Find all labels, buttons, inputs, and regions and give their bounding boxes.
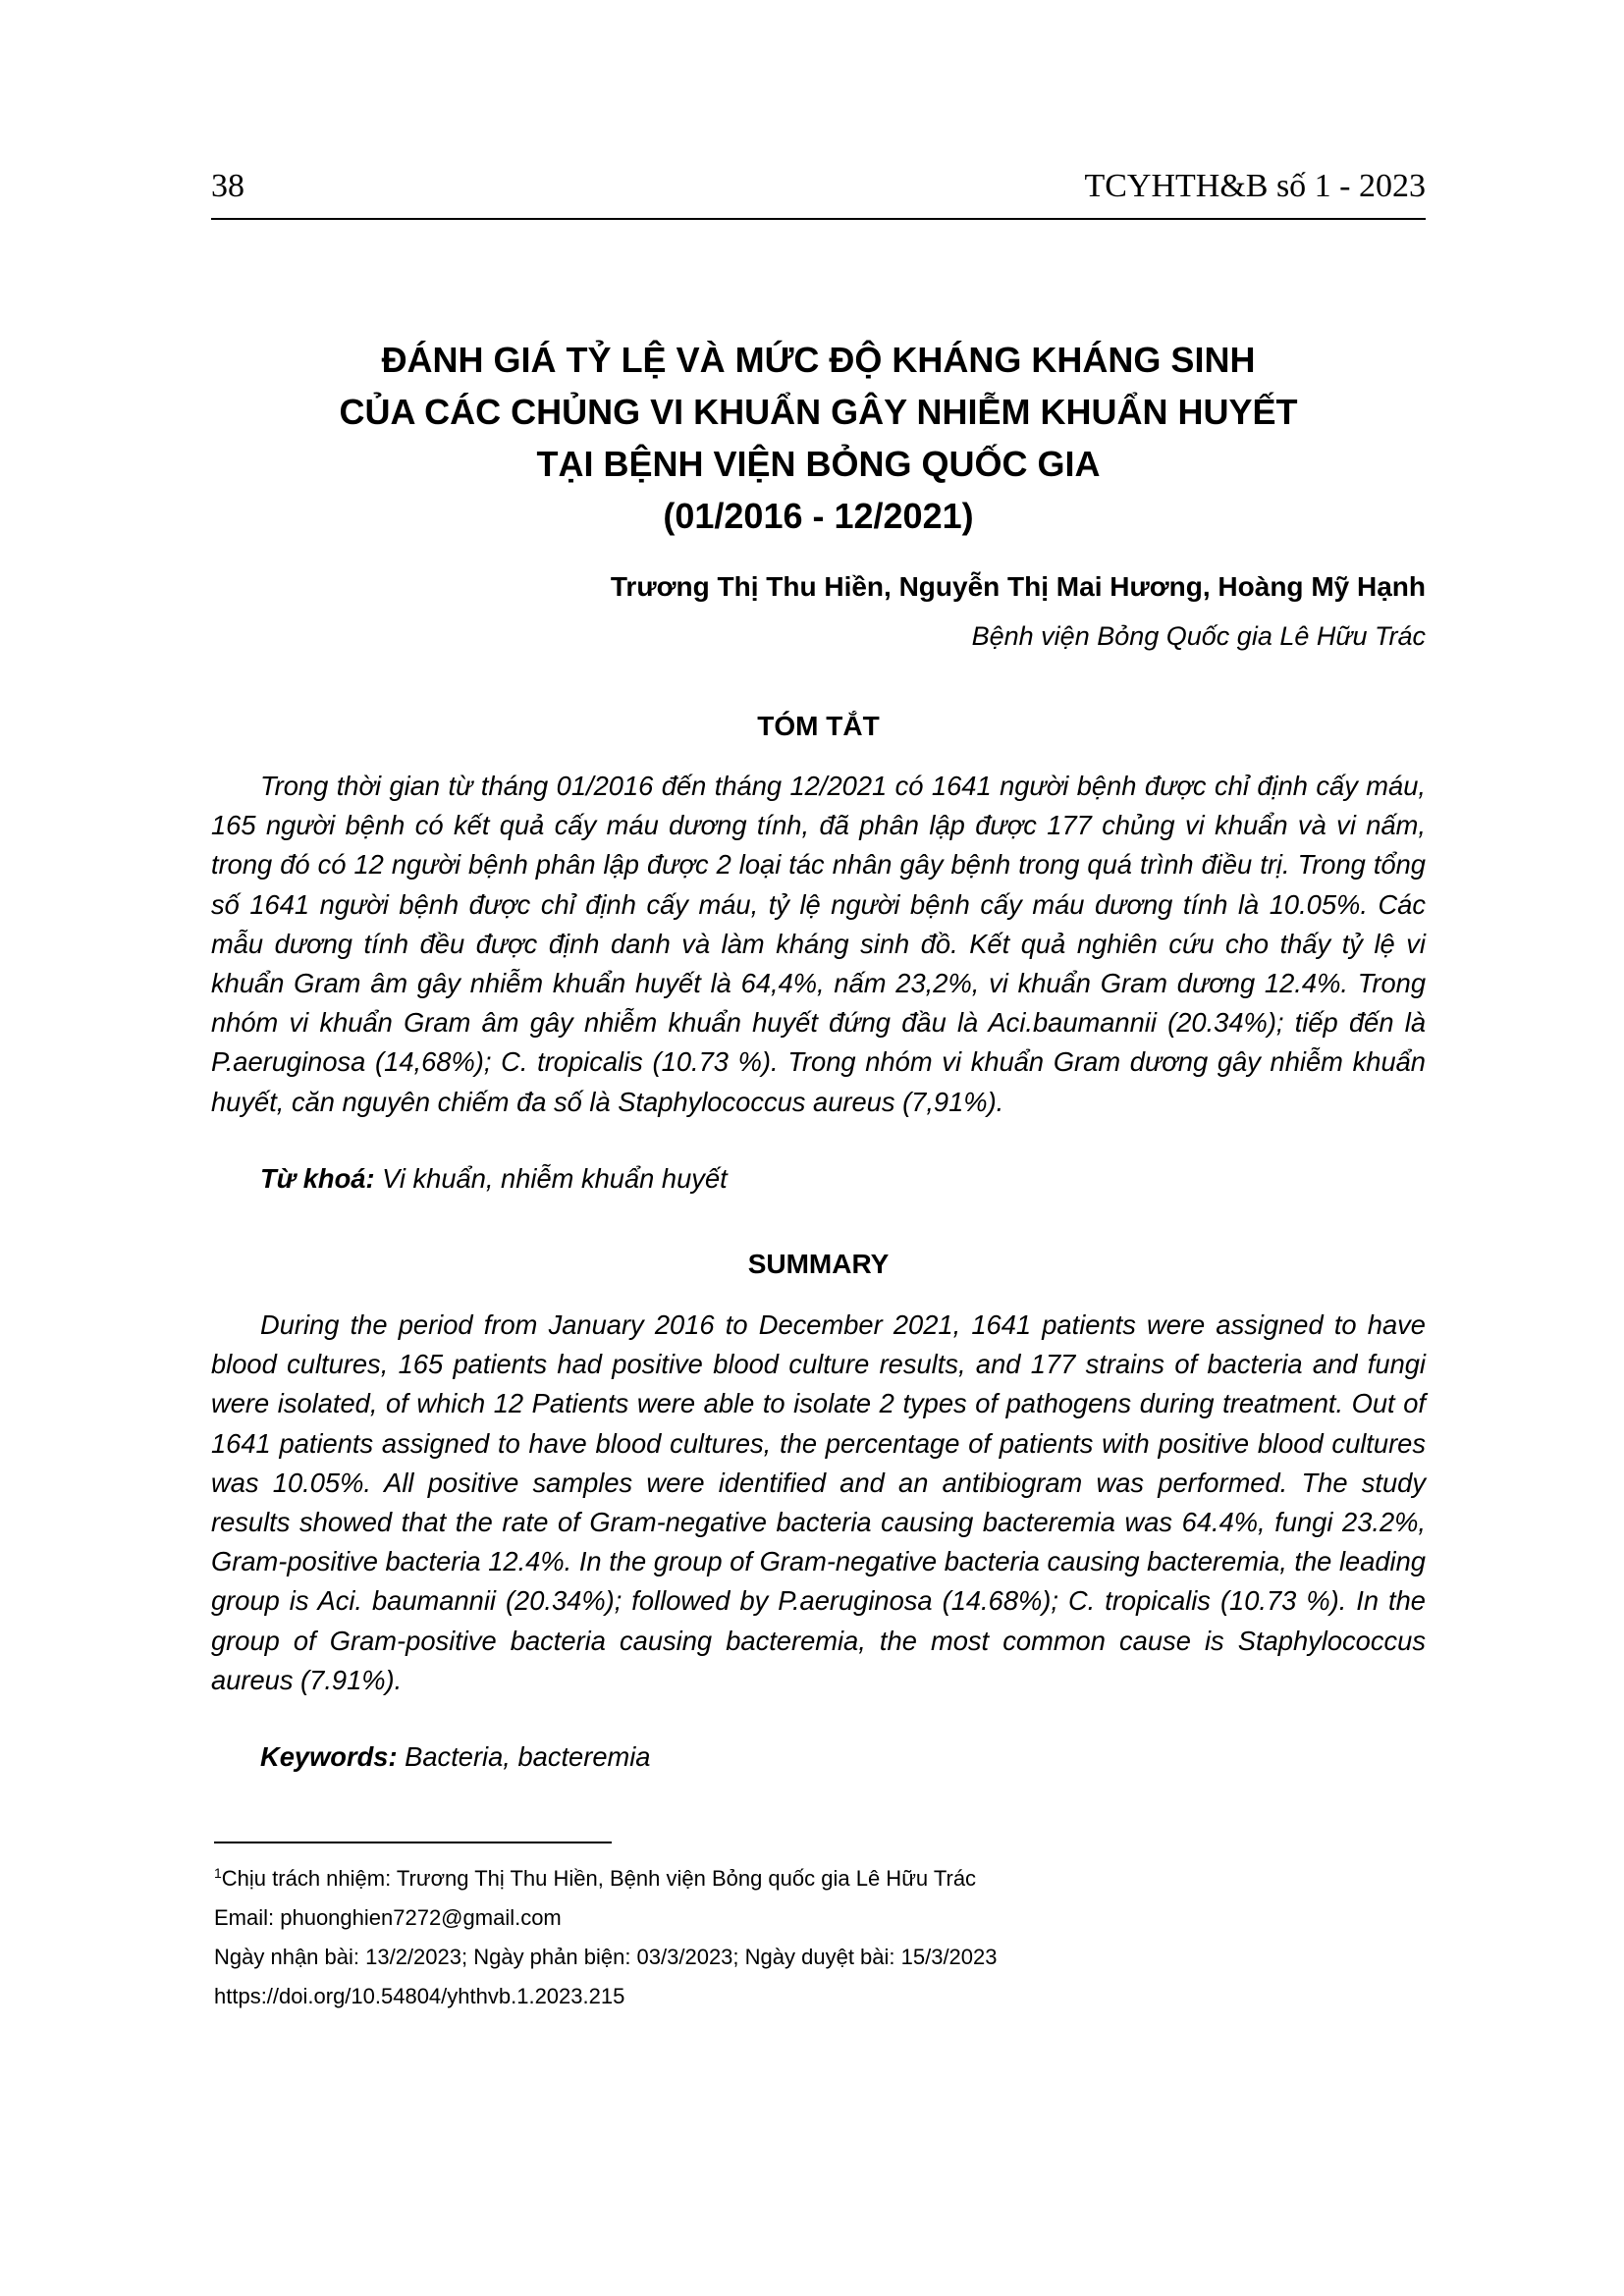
vietnamese-abstract-body: Trong thời gian từ tháng 01/2016 đến tháng 12/2021 có 1641 người bệnh được chỉ định cấy máu, 165 người bệnh có kết quả cấy máu dương tính, đã phân lập được 177 chủng vi khuẩn và vi nấm, trong đó có 12 người bệnh phân lập được 2 loại tác nhân gây bệnh trong quá trình điều trị. Trong tổng số 1641 người bệnh được chỉ định cấy máu, tỷ lệ người bệnh cấy máu dương tính là 10.05%. Các mẫu dương tính đều được định danh và làm kháng sinh đồ. Kết quả nghiên cứu cho thấy tỷ lệ vi khuẩn Gram âm gây nhiễm khuẩn huyết là 64,4%, nấm 23,2%, vi khuẩn Gram dương 12.4%. Trong nhóm vi khuẩn Gram âm gây nhiễm khuẩn huyết đứng đầu là Aci.baumannii (20.34%); tiếp đến là P.aeruginosa (14,68%); C. tropicalis (10.73 %). Trong nhóm vi khuẩn Gram dương gây nhiễm khuẩn huyết, căn nguyên chiếm đa số là Staphylococcus aureus (7,91%). [211,771,1426,1117]
footnote-email: Email: phuonghien7272@gmail.com [214,1905,562,1930]
footnote-divider [214,1842,612,1843]
english-keywords [260,1737,651,1777]
footnote-marker: 1 [214,1865,222,1881]
title-line: TẠI BỆNH VIỆN BỎNG QUỐC GIA [536,444,1101,484]
title-line: CỦA CÁC CHỦNG VI KHUẨN GÂY NHIỄM KHUẨN HUYẾT [339,392,1298,432]
header-divider [211,218,1426,220]
title-line: (01/2016 - 12/2021) [663,496,974,536]
journal-issue: TCYHTH&B số 1 - 2023 [1084,168,1426,204]
footnote-doi: https://doi.org/10.54804/yhthvb.1.2023.215 [214,1984,625,2008]
footnote-dates: Ngày nhận bài: 13/2/2023; Ngày phản biện: 03/3/2023; Ngày duyệt bài: 15/3/2023 [214,1945,998,1969]
article-title [211,334,1426,542]
page-number: 38 [211,168,244,204]
footnotes [214,1859,998,2016]
author-affiliation: Bệnh viện Bỏng Quốc gia Lê Hữu Trác [971,621,1426,651]
keywords-value: Bacteria, bacteremia [405,1741,651,1772]
vietnamese-keywords [260,1159,728,1199]
vietnamese-abstract-heading: TÓM TẮT [757,711,880,741]
keywords-value: Vi khuẩn, nhiễm khuẩn huyết [382,1163,728,1194]
author-list: Trương Thị Thu Hiền, Nguyễn Thị Mai Hương, Hoàng Mỹ Hạnh [610,571,1426,602]
title-line: ĐÁNH GIÁ TỶ LỆ VÀ MỨC ĐỘ KHÁNG KHÁNG SINH [381,340,1256,380]
english-summary-body: During the period from January 2016 to December 2021, 1641 patients were assigned to have blood cultures, 165 patients had positive blood culture results, and 177 strains of bacteria and fungi were isolated, of which 12 Patients were able to isolate 2 types of pathogens during treatment. Out of 1641 patients assigned to have blood cultures, the percentage of patients with positive blood cultures was 10.05%. All positive samples were identified and an antibiogram was performed. The study results showed that the rate of Gram-negative bacteria causing bacteremia was 64.4%, fungi 23.2%, Gram-positive bacteria 12.4%. In the group of Gram-negative bacteria causing bacteremia, the leading group is Aci. baumannii (20.34%); followed by P.aeruginosa (14.68%); C. tropicalis (10.73 %). In the group of Gram-positive bacteria causing bacteremia, the most common cause is Staphylococcus aureus (7.91%). [211,1309,1426,1695]
keywords-label: Từ khoá: [260,1163,375,1194]
keywords-label: Keywords: [260,1741,398,1772]
english-summary-heading: SUMMARY [747,1249,890,1279]
footnote-responsible: $^1$Chịu trách nhiệm: Trương Thị Thu Hiền, Bệnh viện Bỏng quốc gia Lê Hữu Trác [214,1865,977,1891]
